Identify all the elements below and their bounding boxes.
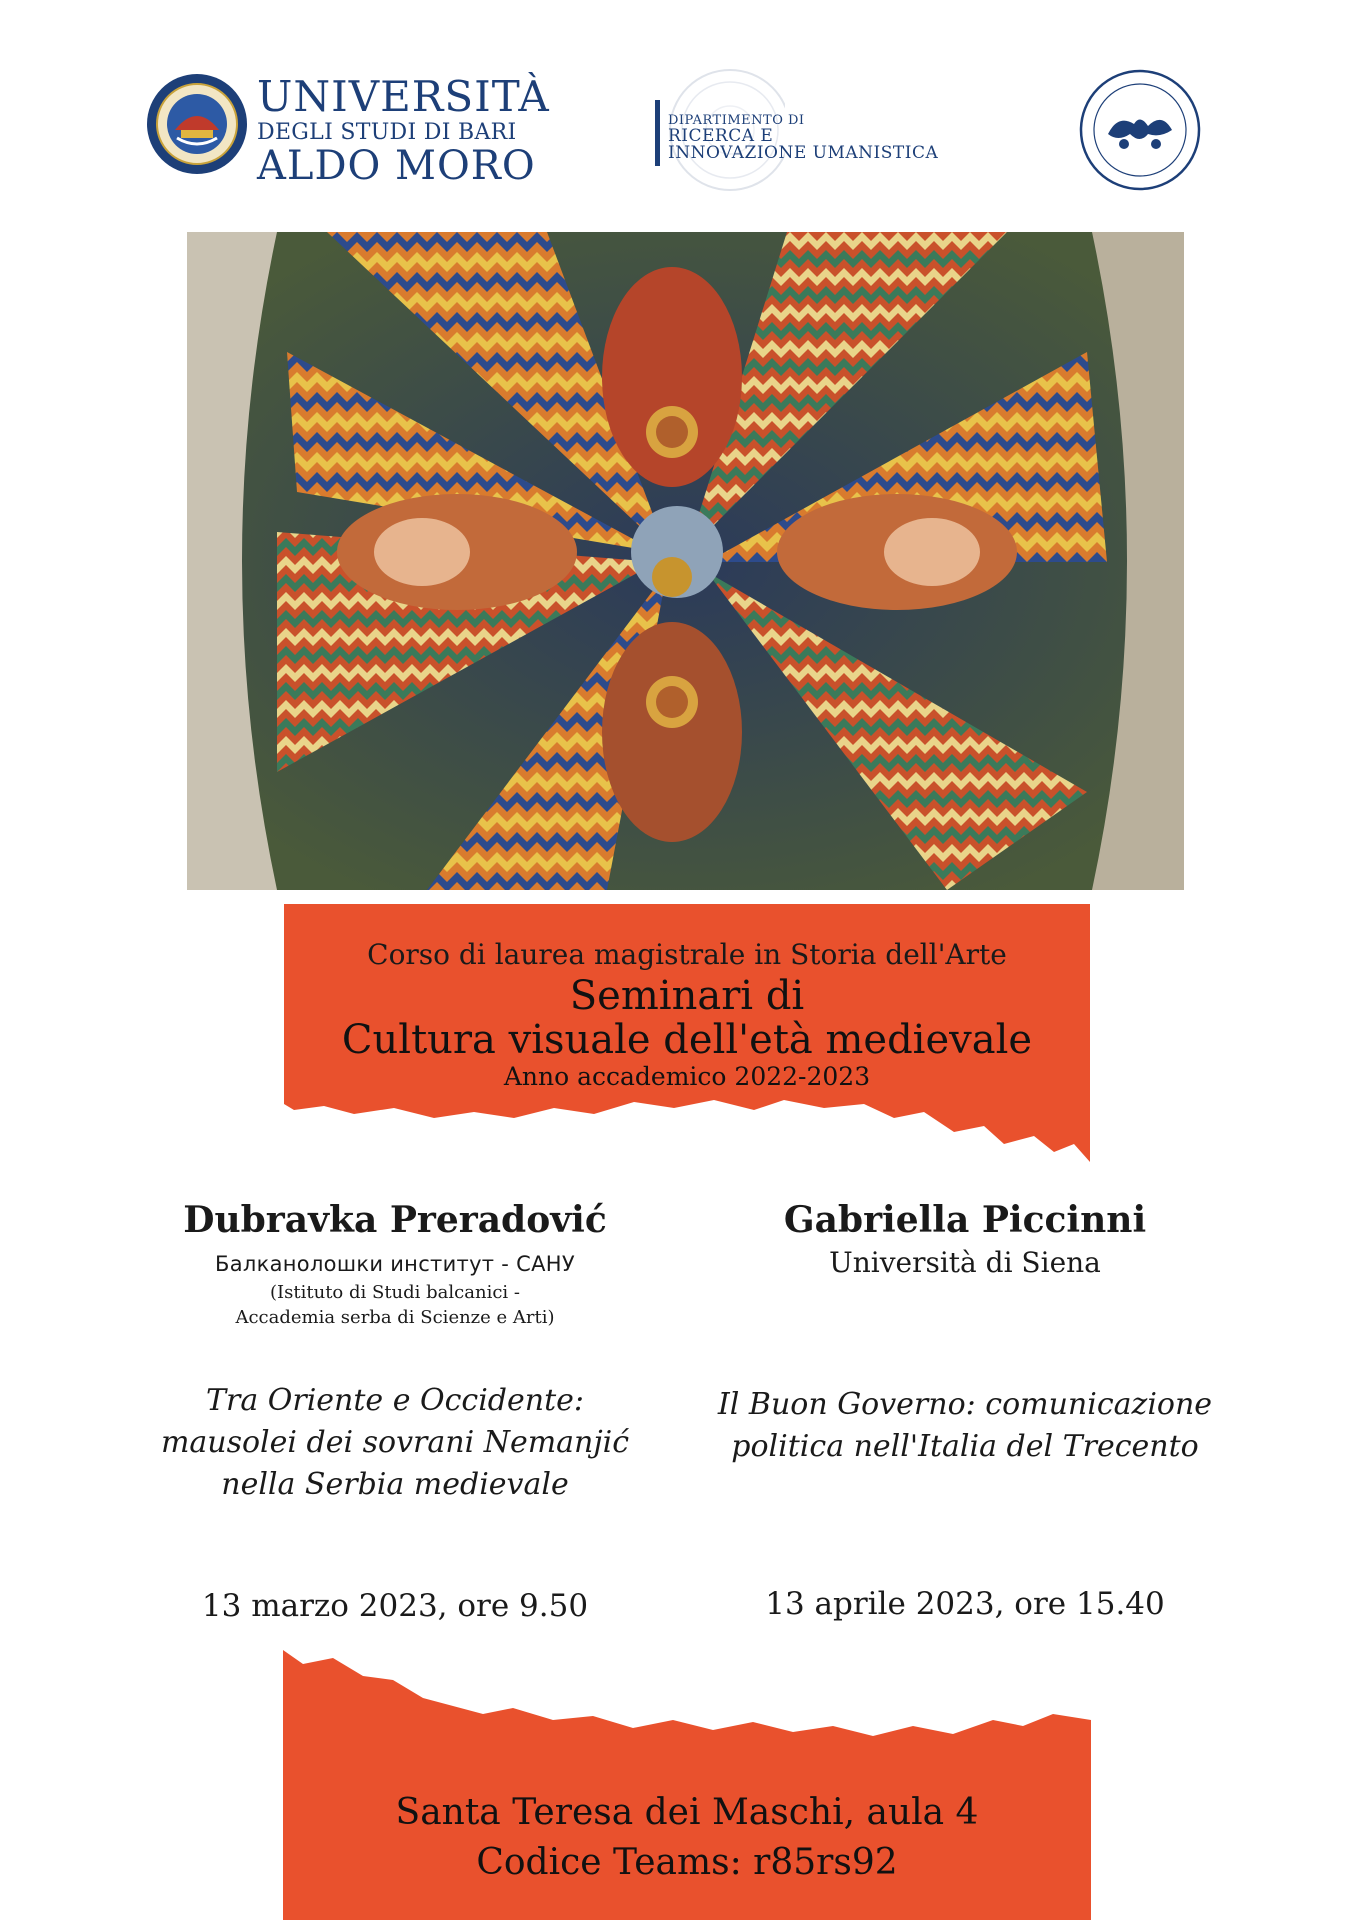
speaker-affiliation: Università di Siena [829,1246,1101,1279]
university-name-line2: DEGLI STUDI DI BARI [257,120,517,145]
talk-title-line2: politica nell'Italia del Trecento [731,1429,1199,1464]
university-seal-icon [145,72,249,176]
talk-title-line1: Il Buon Governo: comunicazione [717,1387,1213,1422]
academic-year: Anno accademico 2022-2023 [503,1062,871,1091]
speaker-name: Gabriella Piccinni [783,1199,1147,1241]
talk-date-2: 13 aprile 2023, ore 15.40 [765,1586,1165,1622]
university-name-line3: ALDO MORO [257,143,536,189]
department-name-line2: RICERCA E [668,125,774,146]
department-name-line1: DIPARTIMENTO DI [668,113,805,128]
affiliation-note-line2: Accademia serba di Scienze e Arti) [235,1307,555,1328]
talk-title-line2: mausolei dei sovrani Nemanjić [160,1425,630,1460]
department-name-line3: INNOVAZIONE UMANISTICA [668,143,939,164]
talk-title-line1: Tra Oriente e Occidente: [205,1383,584,1418]
speaker-1 [130,1198,660,1330]
speaker-2 [700,1198,1230,1279]
university-name-line1: UNIVERSITÀ [257,72,550,121]
talk-date-1: 13 marzo 2023, ore 9.50 [201,1588,589,1624]
medium-aevum-seal-icon [1078,68,1202,192]
seminar-title [284,974,1090,1062]
location-teams-code: Codice Teams: r85rs92 [476,1842,898,1883]
course-name: Corso di laurea magistrale in Storia dell'Arte [367,938,1007,971]
talk-title-line3: nella Serbia medievale [221,1467,569,1502]
speaker-affiliation: Балканолошки институт - САНУ [215,1252,575,1276]
talk-title-2 [700,1384,1230,1468]
department-bar [655,100,660,166]
affiliation-note-line1: (Istituto di Studi balcanici - [270,1282,520,1303]
speaker-affiliation-note [130,1280,660,1330]
department-name [668,114,938,163]
location-place: Santa Teresa dei Maschi, aula 4 [395,1792,979,1833]
university-name [257,72,550,189]
fresco-image [187,232,1184,890]
seminar-title-line1: Seminari di [569,973,805,1019]
event-location [283,1788,1091,1888]
speaker-name: Dubravka Preradović [183,1199,607,1241]
seminar-title-line2: Cultura visuale dell'età medievale [341,1017,1033,1063]
talk-title-1 [130,1380,660,1506]
